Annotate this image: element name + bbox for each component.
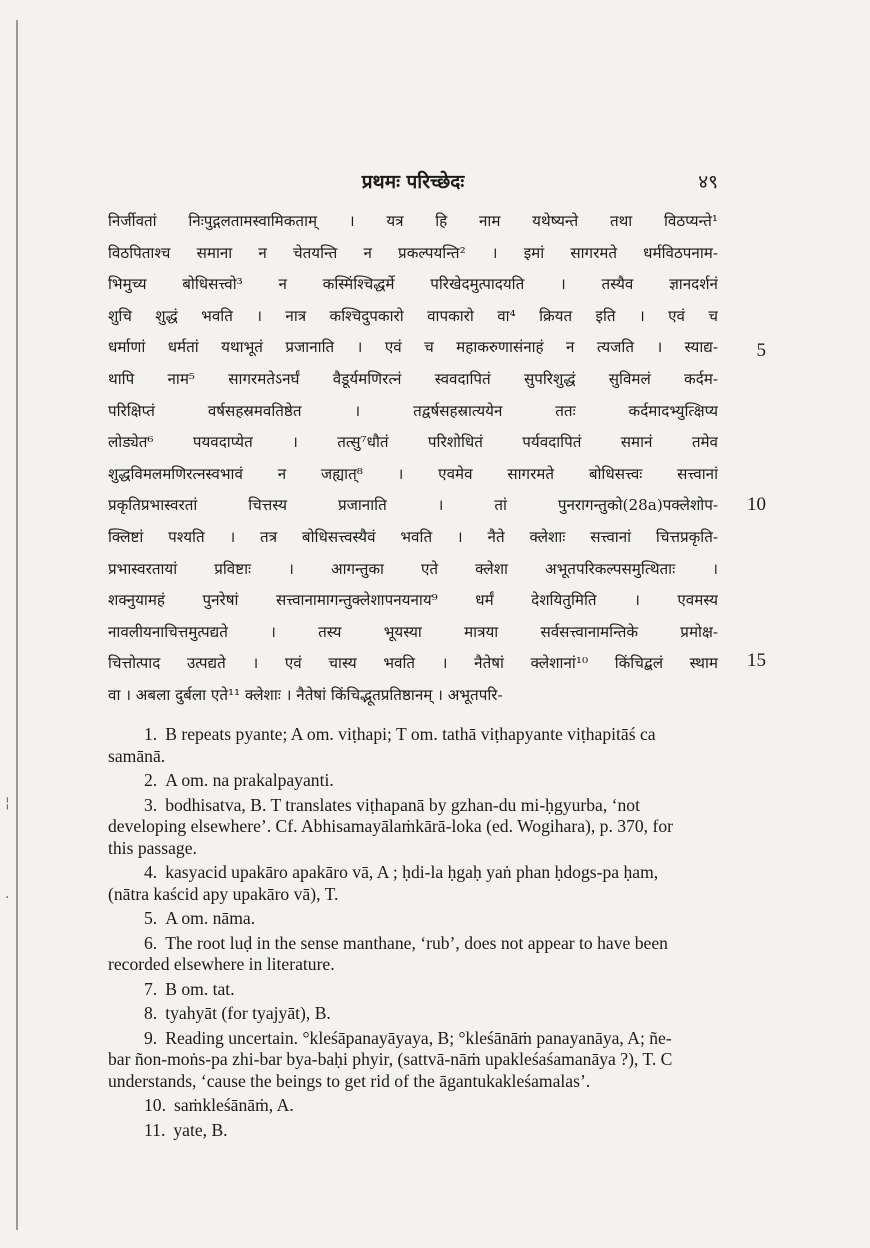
footnote-text: yate, B.: [173, 1119, 228, 1140]
footnote-number: 7.: [144, 978, 158, 999]
footnote: [108, 979, 688, 1001]
footnote: [108, 933, 688, 976]
chapter-title: प्रथमः परिच्छेदः: [361, 171, 465, 193]
footnote-number: 4.: [144, 862, 158, 882]
footnote-text: A om. na prakalpayanti.: [165, 770, 334, 790]
footnote-number: 11.: [144, 1119, 166, 1140]
page-number: ४९: [698, 171, 718, 193]
text-line: भिमुच्य बोधिसत्त्वो³ न कस्मिंश्चिद्धर्मे परिखेदमुत्पादयति । तस्यैव ज्ञानदर्शनं: [108, 275, 718, 294]
line-number-10: 10: [747, 494, 766, 515]
text-line: शुद्धविमलमणिरत्नस्वभावं न जह्यात्⁸ । एवमेव सागरमते बोधिसत्त्वः सत्त्वानां: [108, 464, 718, 483]
sanskrit-text-block: [108, 206, 718, 712]
footnote: [108, 862, 688, 905]
footnote-number: 10.: [144, 1095, 166, 1115]
text-line: प्रकृतिप्रभास्वरतां चित्तस्य प्रजानाति । तां पुनरागन्तुको(28a)पक्लेशोप-: [108, 496, 718, 515]
footnote-text: saṁkleśānāṁ, A.: [174, 1095, 294, 1115]
text-line: परिक्षिप्तं वर्षसहस्रमवतिष्ठेत । तद्वर्षसहस्रात्ययेन ततः कर्दमादभ्युत्क्षिप्य: [108, 401, 718, 420]
line-number-5: 5: [756, 340, 766, 361]
footnote: [108, 795, 688, 860]
text-line: नावलीयनाचित्तमुत्पद्यते । तस्य भूयस्या मात्रया सर्वसत्त्वानामन्तिके प्रमोक्ष-: [108, 622, 718, 641]
text-line: चित्तोत्पाद उत्पद्यते । एवं चास्य भवति । नैतेषां क्लेशानां¹⁰ किंचिद्बलं स्थाम: [108, 654, 718, 673]
footnote-number: 8.: [144, 1003, 158, 1023]
text-line: वा । अबला दुर्बला एते¹¹ क्लेशाः । नैतेषां किंचिद्भूतप्रतिष्ठानम् । अभूतपरि-: [108, 685, 503, 704]
text-line: विठपिताश्च समाना न चेतयन्ति न प्रकल्पयन्ति² । इमां सागरमते धर्मविठपनाम-: [108, 243, 718, 262]
scan-mark: ¦: [5, 795, 10, 811]
scan-mark: ·: [5, 890, 10, 906]
text-line: निर्जीवतां निःपुद्गलतामस्वामिकताम् । यत्र हि नाम यथेष्यन्ते तथा विठप्यन्ते¹: [108, 212, 718, 230]
text-line: लोड्येत⁶ पयवदाप्येत । तत्सु⁷धौतं परिशोधितं पर्यवदापितं समानं तमेव: [108, 433, 718, 452]
line-number-15: 15: [747, 650, 766, 671]
footnote: [108, 1028, 688, 1093]
footnote-number: 9.: [144, 1027, 158, 1048]
footnote: [108, 1120, 688, 1142]
footnote-number: 3.: [144, 794, 158, 815]
footnote-text: B repeats pyante; A om. viṭhapi; T om. tathā viṭhapyante viṭhapitāś ca samānā.: [108, 724, 656, 766]
footnote-text: The root luḍ in the sense manthane, ‘rub’, does not appear to have been recorded elsewhere in literature.: [108, 932, 668, 974]
footnote-number: 5.: [144, 908, 158, 928]
footnote-text: Reading uncertain. °kleśāpanayāyaya, B; °kleśānāṁ panayanāya, A; ñe-bar ñon-moṅs-pa zhi-bar bya-baḥi phyir, (sattvā-nāṁ upakleśaśamanāya ?), T. C understands, ‘cause the beings to get rid of the āgantukakleśamalas’.: [108, 1027, 673, 1091]
footnote-text: tyahyāt (for tyajyāt), B.: [165, 1003, 331, 1023]
footnote-number: 6.: [144, 932, 158, 953]
footnote: [108, 1095, 688, 1117]
footnote-number: 1.: [144, 724, 158, 744]
text-line: क्लिष्टां पश्यति । तत्र बोधिसत्त्वस्यैवं भवति । नैते क्लेशाः सत्त्वानां चित्तप्रकृति-: [108, 527, 718, 546]
text-line: धर्माणां धर्मतां यथाभूतं प्रजानाति । एवं च महाकरुणासंनाहं न त्यजति । स्याद्य-: [108, 338, 718, 357]
page-gutter-rule: [16, 20, 18, 1230]
footnote-text: kasyacid upakāro apakāro vā, A ; ḥdi-la ḥgaḥ yaṅ phan ḥdogs-pa ḥam, (nātra kaścid apy upakāro vā), T.: [108, 862, 659, 904]
footnote-text: bodhisatva, B. T translates viṭhapanā by gzhan-du mi-ḥgyurba, ‘not developing elsewhere’. Cf. Abhisamayālaṁkārā-loka (ed. Wogihara), p. 370, for this passage.: [108, 794, 673, 858]
text-line: शुचि शुद्धं भवति । नात्र कश्चिदुपकारो वापकारो वा⁴ क्रियत इति । एवं च: [108, 306, 718, 325]
footnote: [108, 1003, 688, 1025]
footnote: [108, 724, 688, 767]
footnote-text: B om. tat.: [165, 978, 235, 999]
text-line: थापि नाम⁵ सागरमतेऽनर्घं वैडूर्यमणिरत्नं स्ववदापितं सुपरिशुद्धं सुविमलं कर्दम-: [108, 369, 718, 388]
text-line: प्रभास्वरतायां प्रविष्टाः । आगन्तुका एते क्लेशा अभूतपरिकल्पसमुत्थिताः ।: [108, 559, 718, 578]
text-line: शक्नुयामहं पुनरेषां सत्त्वानामागन्तुक्लेशापनयनाय⁹ धर्मं देशयितुमिति । एवमस्य: [108, 591, 718, 610]
running-header: [108, 168, 718, 198]
footnote: [108, 770, 688, 792]
footnote-text: A om. nāma.: [165, 908, 256, 928]
footnotes: [108, 724, 688, 1144]
footnote: [108, 908, 688, 930]
footnote-number: 2.: [144, 770, 158, 790]
